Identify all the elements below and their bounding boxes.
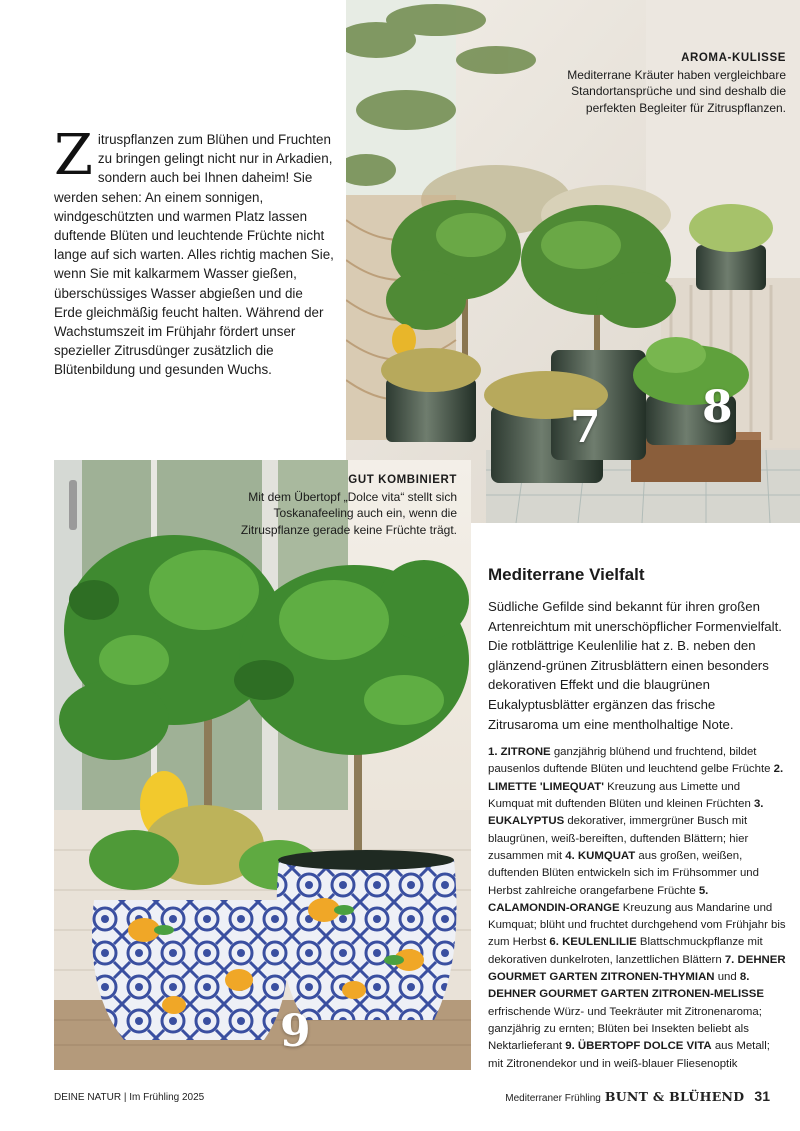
section-title: Mediterrane Vielfalt (488, 565, 645, 584)
plant-label: 5. CALAMONDIN-ORANGE (488, 884, 709, 914)
photo-caption-aroma-kulisse (536, 50, 786, 116)
plant-description: Kreuzung aus Limette und Kumquat mit duftenden Blüten und kleinen Früchten (488, 780, 754, 811)
photo-caption-gut-kombiniert (237, 472, 457, 538)
caption-text: Mit dem Übertopf „Dolce vita“ stellt sich Toskanafeeling auch ein, wenn die Zitruspflanze gerade keine Früchte trägt. (240, 489, 457, 537)
plant-label: 3. EUKALYPTUS (488, 798, 764, 828)
plant-number-7: 7 (570, 402, 601, 453)
footer-section-name: Mediterraner Frühling (505, 1093, 601, 1104)
plant-label: 6. KEULENLILIE (549, 936, 637, 949)
footer-brand: BUNT & BLÜHEND (604, 1089, 745, 1104)
intro-paragraph: itruspflanzen zum Blühen und Fruchten zu bringen gelingt nicht nur in Arkadien, sondern auch bei Ihnen daheim! Sie werden sehen: An einem sonnigen, windgeschützten und warmen Platz lassen duftende Blüten und leuchtende Früchte nicht lange auf sich warten. Alles richtig machen Sie, wenn Sie mit kalkarmem Wasser gießen, überschüssiges Wasser abgießen und die Erde gleichmäßig feucht halten. Während der Wachstumszeit im Frühjahr fördert unser spezieller Zitrusdünger zusätzlich die Blütenbildung und gesunden Wuchs. (54, 132, 334, 378)
page-number: 31 (754, 1088, 770, 1104)
photo-herbs-terrace (346, 0, 800, 523)
plant-label: 8. DEHNER GOURMET GARTEN ZITRONEN-MELISSE (488, 971, 764, 1001)
plant-description: erfrischende Würz- und Teekräuter mit Zitronenaroma; ganzjährig zu ernten; Blüten bei Insekten beliebt als Nektarlieferant (488, 1005, 762, 1053)
plant-description: aus großen, weißen, duftenden Blüten entwickeln sich im Frühsommer und Herbst zahlreiche orangefarbene Früchte (488, 849, 759, 897)
plant-label: 7. DEHNER GOURMET GARTEN ZITRONEN-THYMIAN (488, 953, 786, 984)
plant-label: 1. ZITRONE (488, 746, 551, 759)
intro-text (54, 123, 334, 380)
article-body: Südliche Gefilde sind bekannt für ihren großen Artenreichtum mit unerschöpflicher Formenvielfalt. Die rotblättrige Keulenlilie hat z. B. neben den glänzend-grünen Zitrusblättern einen besonders dekorativen Effekt und die blaugrünen Eukalyptusblätter ergänzen das frische Zitrusaroma um eine mentholhaltige Note. (488, 599, 782, 732)
plant-number-8: 8 (702, 382, 733, 433)
footer-section (505, 1088, 770, 1104)
plant-list (488, 744, 788, 1073)
article-mediterrane-vielfalt (488, 565, 788, 1073)
plant-description: dekorativer, immergrüner Busch mit blaugrünen, weiß-bereiften, duftenden Blättern; hier zusammen mit (488, 815, 749, 862)
photo-citrus-pots (54, 460, 471, 1070)
caption-title: GUT KOMBINIERT (348, 474, 457, 486)
plant-label: 2. LIMETTE 'LIMEQUAT' (488, 763, 784, 793)
plant-label: 4. KUMQUAT (565, 849, 636, 862)
plant-description: und (714, 971, 740, 984)
plant-description: ganzjährig blühend und fruchtend, bildet pausenlos duftende Blüten und leuchtend gelbe Früchte (488, 746, 774, 776)
plant-description: aus Metall; mit Zitronendekor und in weiß-blauer Fliesenoptik (488, 1040, 770, 1070)
footer-magazine-issue: DEINE NATUR | Im Frühling 2025 (54, 1092, 205, 1103)
plant-label: 9. ÜBERTOPF DOLCE VITA (565, 1040, 712, 1053)
caption-title: AROMA-KULISSE (681, 52, 786, 64)
plant-description: Kreuzung aus Mandarine und Kumquat; blüht und fruchtet durchgehend vom Frühjahr bis zum Herbst (488, 901, 786, 949)
plant-number-9: 9 (280, 1006, 311, 1057)
caption-text: Mediterrane Kräuter haben vergleichbare Standortansprüche und sind deshalb die perfekten Begleiter für Zitruspflanzen. (567, 67, 786, 115)
drop-cap: Z (54, 123, 93, 188)
citrus-pots-illustration (54, 460, 471, 1070)
plant-description: Blattschmuckpflanze mit dekorativen dunkelroten, lanzettlichen Blättern (488, 936, 763, 966)
